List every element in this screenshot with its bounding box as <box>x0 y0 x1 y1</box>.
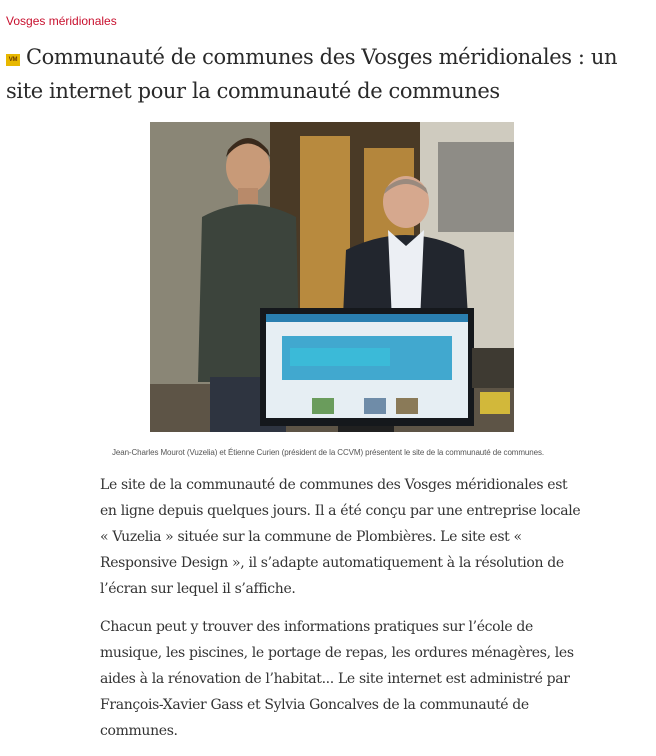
article-title-text: Communauté de communes des Vosges méridionales : un site internet pour la communauté de communes <box>6 45 618 103</box>
article-photo[interactable] <box>150 122 514 432</box>
photo-caption: Jean-Charles Mourot (Vuzelia) et Étienne Curien (président de la CCVM) présentent le site de la communauté de communes. <box>111 448 545 457</box>
article-title <box>6 40 646 108</box>
paragraph-1: Le site de la communauté de communes des Vosges méridionales est en ligne depuis quelques jours. Il a été conçu par une entreprise locale « Vuzelia » située sur la commune de Plombières. Le site est « Responsive Design », il s’adapte automatiquement à la résolution de l’écran sur lequel il s’affiche. <box>100 477 581 597</box>
article-body <box>100 472 582 756</box>
paragraph-2: Chacun peut y trouver des informations pratiques sur l’école de musique, les piscines, le portage de repas, les ordures ménagères, les aides à la rénovation de l’habitat... Le site internet est administré par François-Xavier Gass et Sylvia Goncalves de la communauté de communes. <box>100 619 574 739</box>
vm-badge-icon: VM <box>6 54 20 66</box>
photo-illustration <box>150 122 514 432</box>
category-link[interactable]: Vosges méridionales <box>6 14 117 28</box>
